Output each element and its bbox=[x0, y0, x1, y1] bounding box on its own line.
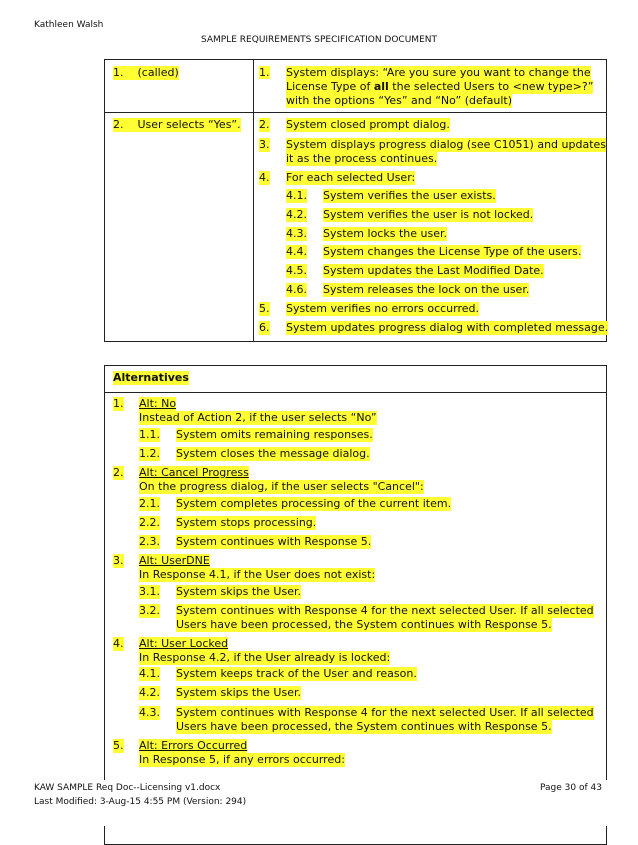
response-number: 4.1. bbox=[286, 189, 307, 202]
alternative-number: 5. bbox=[113, 739, 124, 752]
alternative-step-number: 3.2. bbox=[139, 604, 160, 617]
actor-step-2 bbox=[113, 118, 241, 132]
response-number: 4. bbox=[259, 171, 270, 184]
actor-step-text: User selects “Yes”. bbox=[137, 118, 241, 131]
actor-step-number: 2. bbox=[113, 118, 124, 131]
alternative-step-number: 1.2. bbox=[139, 447, 160, 460]
response-number: 4.3. bbox=[286, 227, 307, 240]
author-name: Kathleen Walsh bbox=[34, 20, 104, 30]
alternative-step-number: 2.3. bbox=[139, 535, 160, 548]
alternative-step-text: System skips the User. bbox=[176, 686, 301, 699]
response-number: 4.4. bbox=[286, 245, 307, 258]
alternative-number: 3. bbox=[113, 554, 124, 567]
response-text-line: System verifies the user is not locked. bbox=[323, 208, 534, 221]
footer-filename: KAW SAMPLE Req Doc--Licensing v1.docx bbox=[34, 783, 221, 793]
alternative-description: On the progress dialog, if the user selects "Cancel": bbox=[139, 480, 424, 493]
actor-step-number: 1. bbox=[113, 66, 124, 79]
alternative-step-text: System continues with Response 4 for the next selected User. If all selected bbox=[176, 706, 594, 719]
response-number: 4.2. bbox=[286, 208, 307, 221]
alternative-number: 2. bbox=[113, 466, 124, 479]
alternative-description: In Response 4.2, if the User already is locked: bbox=[139, 651, 391, 664]
response-text-line: System releases the lock on the user. bbox=[323, 283, 530, 296]
alternative-title: Alt: User Locked bbox=[139, 637, 229, 650]
response-text-line: System closed prompt dialog. bbox=[286, 118, 450, 131]
alternative-description: Instead of Action 2, if the user selects “No” bbox=[139, 411, 377, 424]
alternative-step-number: 2.1. bbox=[139, 497, 160, 510]
alternative-description: In Response 5, if any errors occurred: bbox=[139, 753, 345, 766]
response-number: 3. bbox=[259, 138, 270, 151]
alternative-step-text: System omits remaining responses. bbox=[176, 428, 373, 441]
response-number: 4.5. bbox=[286, 264, 307, 277]
actor-step-text: (called) bbox=[137, 66, 179, 79]
document-title: SAMPLE REQUIREMENTS SPECIFICATION DOCUMENT bbox=[201, 35, 437, 45]
footer bbox=[0, 780, 638, 826]
column-divider bbox=[253, 60, 254, 341]
response-text-line: it as the process continues. bbox=[286, 152, 438, 165]
alternative-number: 1. bbox=[113, 397, 124, 410]
alternative-step-number: 1.1. bbox=[139, 428, 160, 441]
alternative-description: In Response 4.1, if the User does not exist: bbox=[139, 568, 376, 581]
system-response-1 bbox=[259, 66, 270, 80]
alternative-step-text: System stops processing. bbox=[176, 516, 317, 529]
response-text-line: System changes the License Type of the users. bbox=[323, 245, 582, 258]
alternative-step-text: Users have been processed, the System continues with Response 5. bbox=[176, 618, 552, 631]
response-text-line: System displays progress dialog (see C1051) and updates bbox=[286, 138, 607, 151]
response-text-line: with the options “Yes” and “No” (default) bbox=[286, 94, 512, 107]
alternative-step-text: System keeps track of the User and reason. bbox=[176, 667, 417, 680]
alternative-step-number: 3.1. bbox=[139, 585, 160, 598]
alternative-step-text: System completes processing of the current item. bbox=[176, 497, 452, 510]
footer-last-modified: Last Modified: 3-Aug-15 4:55 PM (Version: 294) bbox=[34, 797, 247, 807]
alternative-number: 4. bbox=[113, 637, 124, 650]
response-text-line: For each selected User: bbox=[286, 171, 416, 184]
alternative-step-text: System closes the message dialog. bbox=[176, 447, 370, 460]
alternative-step-text: Users have been processed, the System continues with Response 5. bbox=[176, 720, 552, 733]
alternative-step-number: 4.3. bbox=[139, 706, 160, 719]
response-text-line: License Type of all the selected Users to <new type>?” bbox=[286, 80, 594, 93]
alternative-step-text: System continues with Response 5. bbox=[176, 535, 372, 548]
response-text-line: System updates the Last Modified Date. bbox=[323, 264, 544, 277]
response-text-line: System updates progress dialog with completed message. bbox=[286, 321, 609, 334]
alternative-step-text: System skips the User. bbox=[176, 585, 301, 598]
alternative-title: Alt: Errors Occurred bbox=[139, 739, 248, 752]
alternative-title: Alt: UserDNE bbox=[139, 554, 210, 567]
response-number: 5. bbox=[259, 302, 270, 315]
response-text-line: System locks the user. bbox=[323, 227, 447, 240]
response-text-line: System verifies the user exists. bbox=[323, 189, 496, 202]
heading-divider bbox=[105, 392, 606, 393]
response-number: 2. bbox=[259, 118, 270, 131]
alternative-title: Alt: No bbox=[139, 397, 177, 410]
response-number: 6. bbox=[259, 321, 270, 334]
actor-step-1 bbox=[113, 66, 179, 80]
row-divider bbox=[105, 112, 606, 113]
alternatives-heading: Alternatives bbox=[113, 371, 189, 384]
alternative-step-number: 2.2. bbox=[139, 516, 160, 529]
response-text-line: System displays: “Are you sure you want to change the bbox=[286, 66, 591, 79]
response-text-line: System verifies no errors occurred. bbox=[286, 302, 480, 315]
response-number: 4.6. bbox=[286, 283, 307, 296]
footer-page-number: Page 30 of 43 bbox=[540, 783, 602, 793]
alternative-step-number: 4.1. bbox=[139, 667, 160, 680]
response-number: 1. bbox=[259, 66, 270, 79]
alternative-step-text: System continues with Response 4 for the next selected User. If all selected bbox=[176, 604, 594, 617]
alternative-step-number: 4.2. bbox=[139, 686, 160, 699]
alternative-title: Alt: Cancel Progress bbox=[139, 466, 249, 479]
